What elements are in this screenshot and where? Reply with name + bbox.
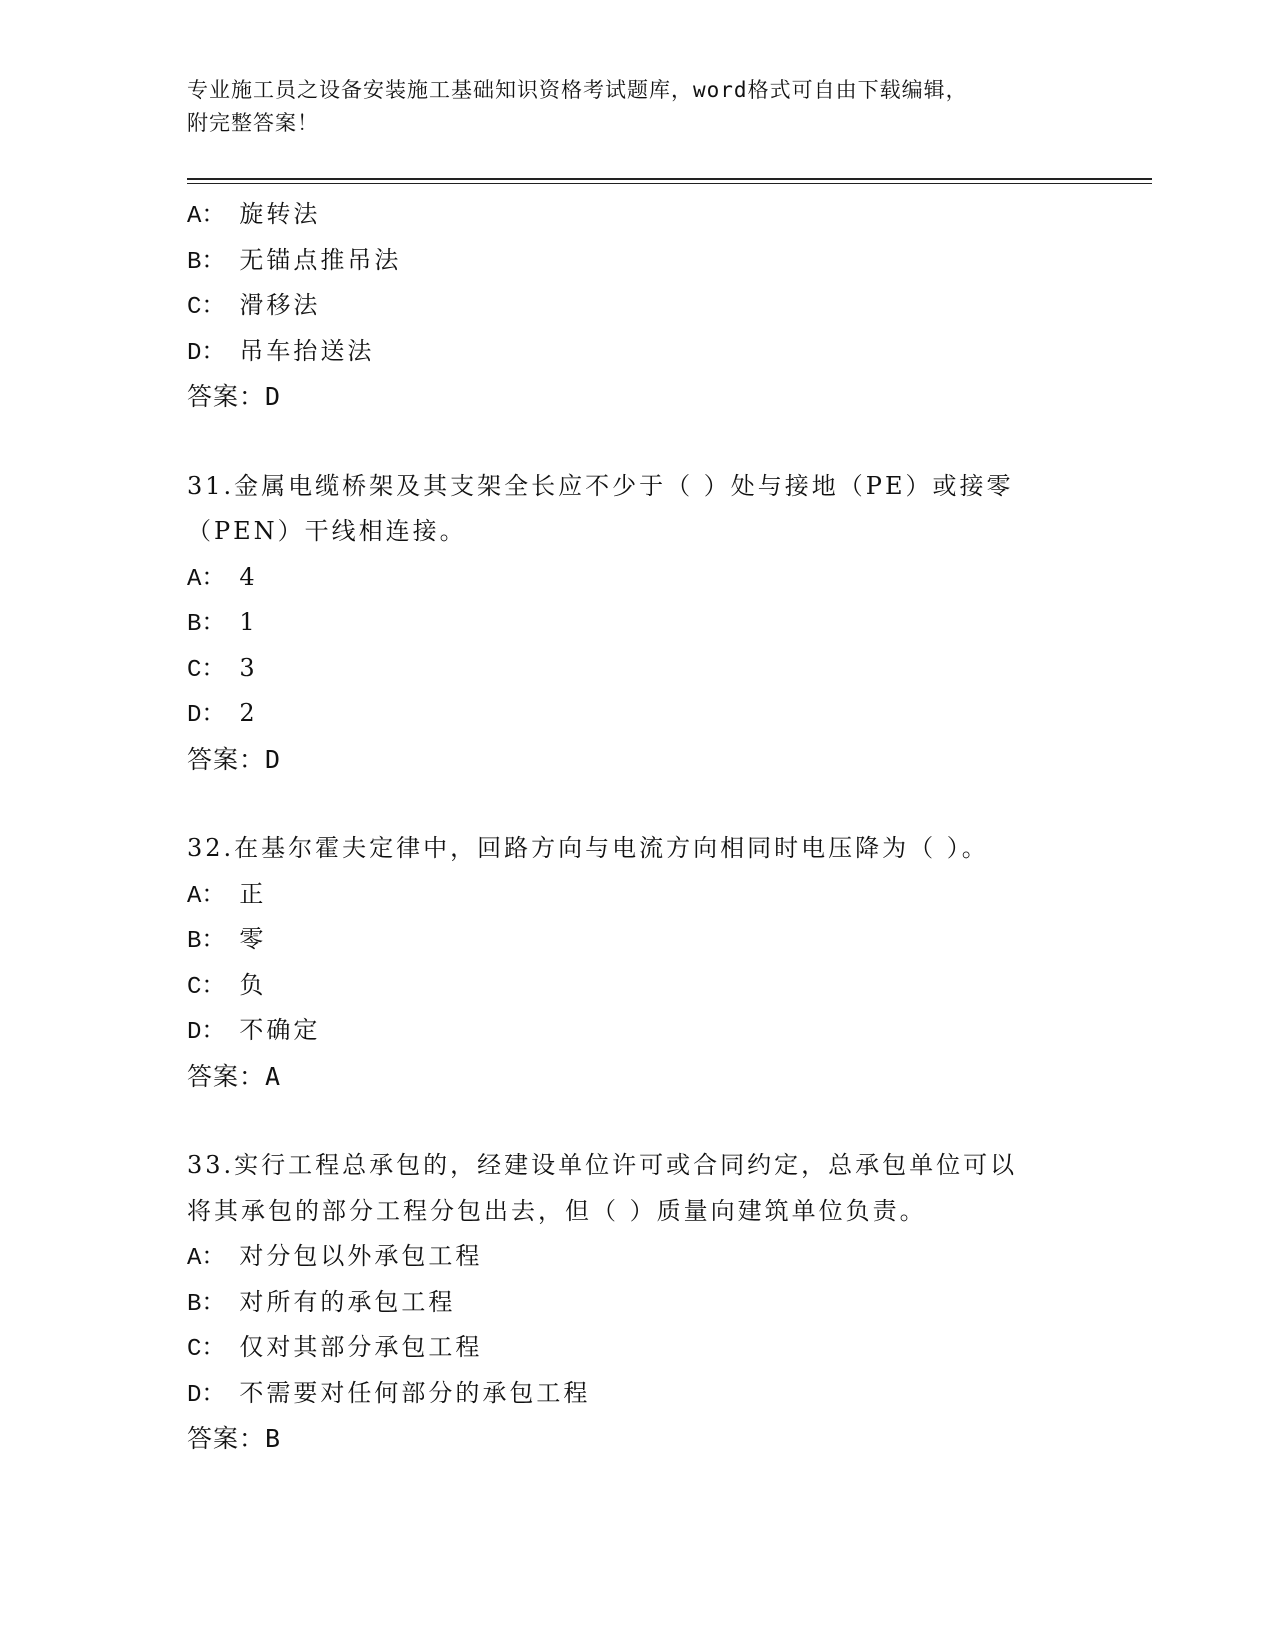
header-divider-thin bbox=[187, 183, 1152, 184]
question-stem-line: （PEN）干线相连接。 bbox=[187, 517, 467, 545]
option-a: A： 4 bbox=[187, 562, 258, 593]
option-d: D： 不确定 bbox=[187, 1016, 321, 1046]
option-c: C： 负 bbox=[187, 970, 267, 1001]
option-d: D： 吊车抬送法 bbox=[187, 336, 375, 367]
option-b: B： 1 bbox=[187, 608, 258, 638]
question-stem-line: 31.金属电缆桥架及其支架全长应不少于（ ）处与接地（PE）或接零 bbox=[187, 471, 1014, 500]
question-stem bbox=[187, 826, 1087, 872]
question-32 bbox=[187, 826, 1087, 1099]
header-line-1: 专业施工员之设备安装施工基础知识资格考试题库，word格式可自由下载编辑， bbox=[187, 78, 968, 102]
question-stem bbox=[187, 464, 1087, 555]
spacer bbox=[187, 1099, 1087, 1143]
option-d: D： 2 bbox=[187, 699, 258, 729]
header-line-2: 附完整答案！ bbox=[187, 111, 319, 135]
option-d: D： 不需要对任何部分的承包工程 bbox=[187, 1378, 591, 1409]
option-b: B： 对所有的承包工程 bbox=[187, 1287, 456, 1318]
option-a: A： 旋转法 bbox=[187, 200, 321, 230]
question-30-continued bbox=[187, 192, 1087, 420]
answer-line: 答案：D bbox=[187, 744, 282, 774]
question-stem bbox=[187, 1143, 1087, 1234]
option-c: C： 3 bbox=[187, 653, 258, 684]
spacer bbox=[187, 782, 1087, 826]
answer-line: 答案：D bbox=[187, 382, 282, 411]
option-a: A： 正 bbox=[187, 879, 267, 910]
option-b: B： 无锚点推吊法 bbox=[187, 245, 402, 276]
option-a: A： 对分包以外承包工程 bbox=[187, 1242, 483, 1272]
question-33 bbox=[187, 1143, 1087, 1462]
option-c: C： 滑移法 bbox=[187, 291, 321, 321]
question-list bbox=[187, 192, 1087, 1462]
spacer bbox=[187, 420, 1087, 464]
option-b: B： 零 bbox=[187, 925, 267, 955]
answer-line: 答案：B bbox=[187, 1424, 282, 1453]
header-divider-thick bbox=[187, 178, 1152, 180]
question-stem-line: 33.实行工程总承包的，经建设单位许可或合同约定，总承包单位可以 bbox=[187, 1151, 1018, 1179]
question-31 bbox=[187, 464, 1087, 783]
question-stem-line: 将其承包的部分工程分包出去，但（ ）质量向建筑单位负责。 bbox=[187, 1196, 927, 1225]
document-header bbox=[187, 74, 1087, 140]
answer-line: 答案：A bbox=[187, 1061, 282, 1091]
option-c: C： 仅对其部分承包工程 bbox=[187, 1333, 483, 1363]
question-stem-line: 32.在基尔霍夫定律中，回路方向与电流方向相同时电压降为（ ）。 bbox=[187, 834, 989, 862]
